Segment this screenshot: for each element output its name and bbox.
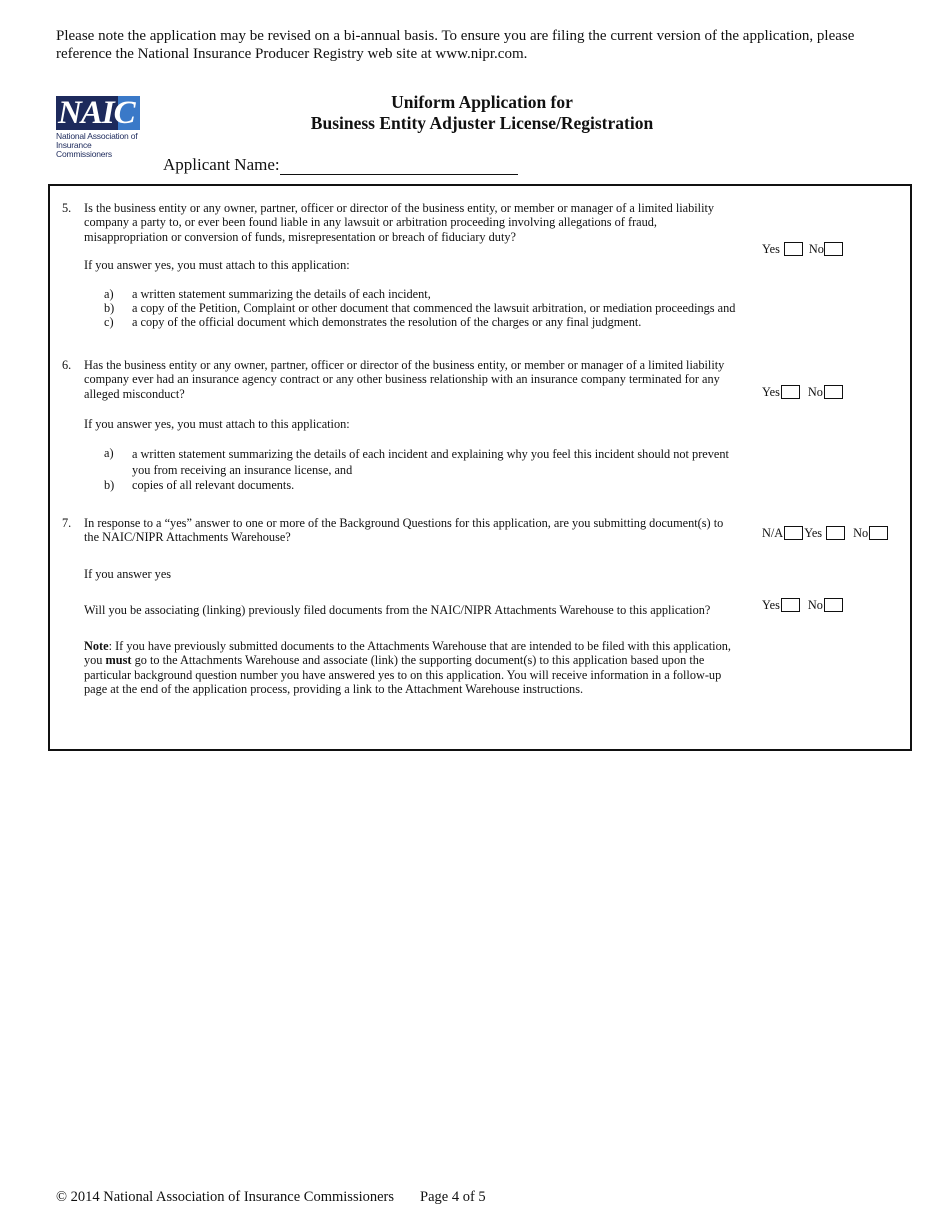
q7-na-label: N/A [762,526,784,540]
title-line2: Business Entity Adjuster License/Registration [310,113,654,133]
q5-item-c-text: a copy of the official document which demonstrates the resolution of the charges or any final judgment. [132,315,642,329]
q5-attach-instruction: If you answer yes, you must attach to this application: [84,258,350,272]
q7-if-yes: If you answer yes [84,567,172,581]
q5-text: Is the business entity or any owner, partner, officer or director of the business entity, or member or manager of a limited liability company a party to, or ever been found liable in any lawsuit or arbitration proceeding involving allegations of fraud, misappropriation or conversion of funds, misrepresentation or breach of fiduciary duty? [84,201,715,244]
q7-no-label: No [853,526,869,540]
q5-item-a-label: a) [104,287,114,301]
q6-yes-checkbox[interactable] [781,385,800,399]
q6-no-label: No [807,385,823,399]
q7-link-no-checkbox[interactable] [824,598,843,612]
q5-yes-label: Yes [762,242,780,256]
q7-link-question: Will you be associating (linking) previously filed documents from the NAIC/NIPR Attachments Warehouse to this application? [84,603,711,617]
q7-options [762,526,888,540]
q6-number: 6. [62,358,72,372]
page-footer [56,1189,486,1206]
revision-notice: Please note the application may be revised on a bi-annual basis. To ensure you are filing the current version of the application, please reference the National Insurance Producer Registry web site at www.nipr.com. [56,28,855,62]
q6-item-b-label: b) [104,478,115,492]
q7-yes-label: Yes [804,526,823,540]
q5-item-c-label: c) [104,315,114,329]
applicant-name-input[interactable] [280,158,518,175]
logo-subtitle-line1: National Association of [56,131,138,141]
q5-number: 5. [62,201,72,215]
q6-item-b-text: copies of all relevant documents. [132,478,295,492]
q7-note-label: Note [84,639,109,653]
q7-yes-checkbox[interactable] [826,526,845,540]
q5-item-b-text: a copy of the Petition, Complaint or other document that commenced the lawsuit arbitration, or mediation proceedings and [132,301,736,315]
q7-note-part2: go to the Attachments Warehouse and associate (link) the supporting document(s) to this application based upon the particular background question number you have answered yes to on this application. You will receive information in a follow-up page at the end of the application process, providing a link to the Attachment Warehouse instructions. [84,653,722,697]
q5-options [762,242,843,256]
q6-no-checkbox[interactable] [824,385,843,399]
q7-number: 7. [62,516,72,530]
q5-item-a-text: a written statement summarizing the details of each incident, [132,287,431,301]
q6-options [762,385,843,399]
q7-note [84,639,744,697]
q7-link-no-label: No [807,598,823,612]
q7-link-options [762,598,843,612]
q6-yes-label: Yes [762,385,780,399]
q6-item-a-text: a written statement summarizing the details of each incident and explaining why you feel this incident should not prevent you from receiving an insurance license, and [132,447,729,477]
q5-no-checkbox[interactable] [824,242,843,256]
footer-copyright: © 2014 National Association of Insurance Commissioners [56,1189,395,1205]
applicant-name-label: Applicant Name: [163,155,280,174]
q6-item-a-label: a) [104,446,114,460]
q6-text: Has the business entity or any owner, partner, officer or director of the business entity, or member or manager of a limited liability company ever had an insurance agency contract or any other business relationship with an insurance company terminated for any alleged misconduct? [84,358,725,401]
footer-page-number: Page 4 of 5 [420,1189,486,1205]
title-line1: Uniform Application for [391,92,573,112]
q5-yes-checkbox[interactable] [784,242,803,256]
q7-no-checkbox[interactable] [869,526,888,540]
logo-subtitle-line2: Insurance Commissioners [56,140,112,159]
q7-link-yes-label: Yes [762,598,780,612]
q7-note-part1: : If you have previously submitted documents to the Attachments Warehouse that are intended to be filed with this application, you [84,639,731,668]
q5-item-b-label: b) [104,301,115,315]
q6-attach-instruction: If you answer yes, you must attach to this application: [84,417,350,431]
q7-na-checkbox[interactable] [784,526,803,540]
applicant-name-field [163,155,518,175]
naic-logo [56,96,142,159]
q5-no-label: No [808,242,824,256]
page-title [250,92,714,134]
q7-link-yes-checkbox[interactable] [781,598,800,612]
q7-text: In response to a “yes” answer to one or more of the Background Questions for this application, are you submitting document(s) to the NAIC/NIPR Attachments Warehouse? [84,516,724,545]
naic-logo-letters: NAIC [58,96,135,130]
q7-note-must: must [105,653,132,668]
